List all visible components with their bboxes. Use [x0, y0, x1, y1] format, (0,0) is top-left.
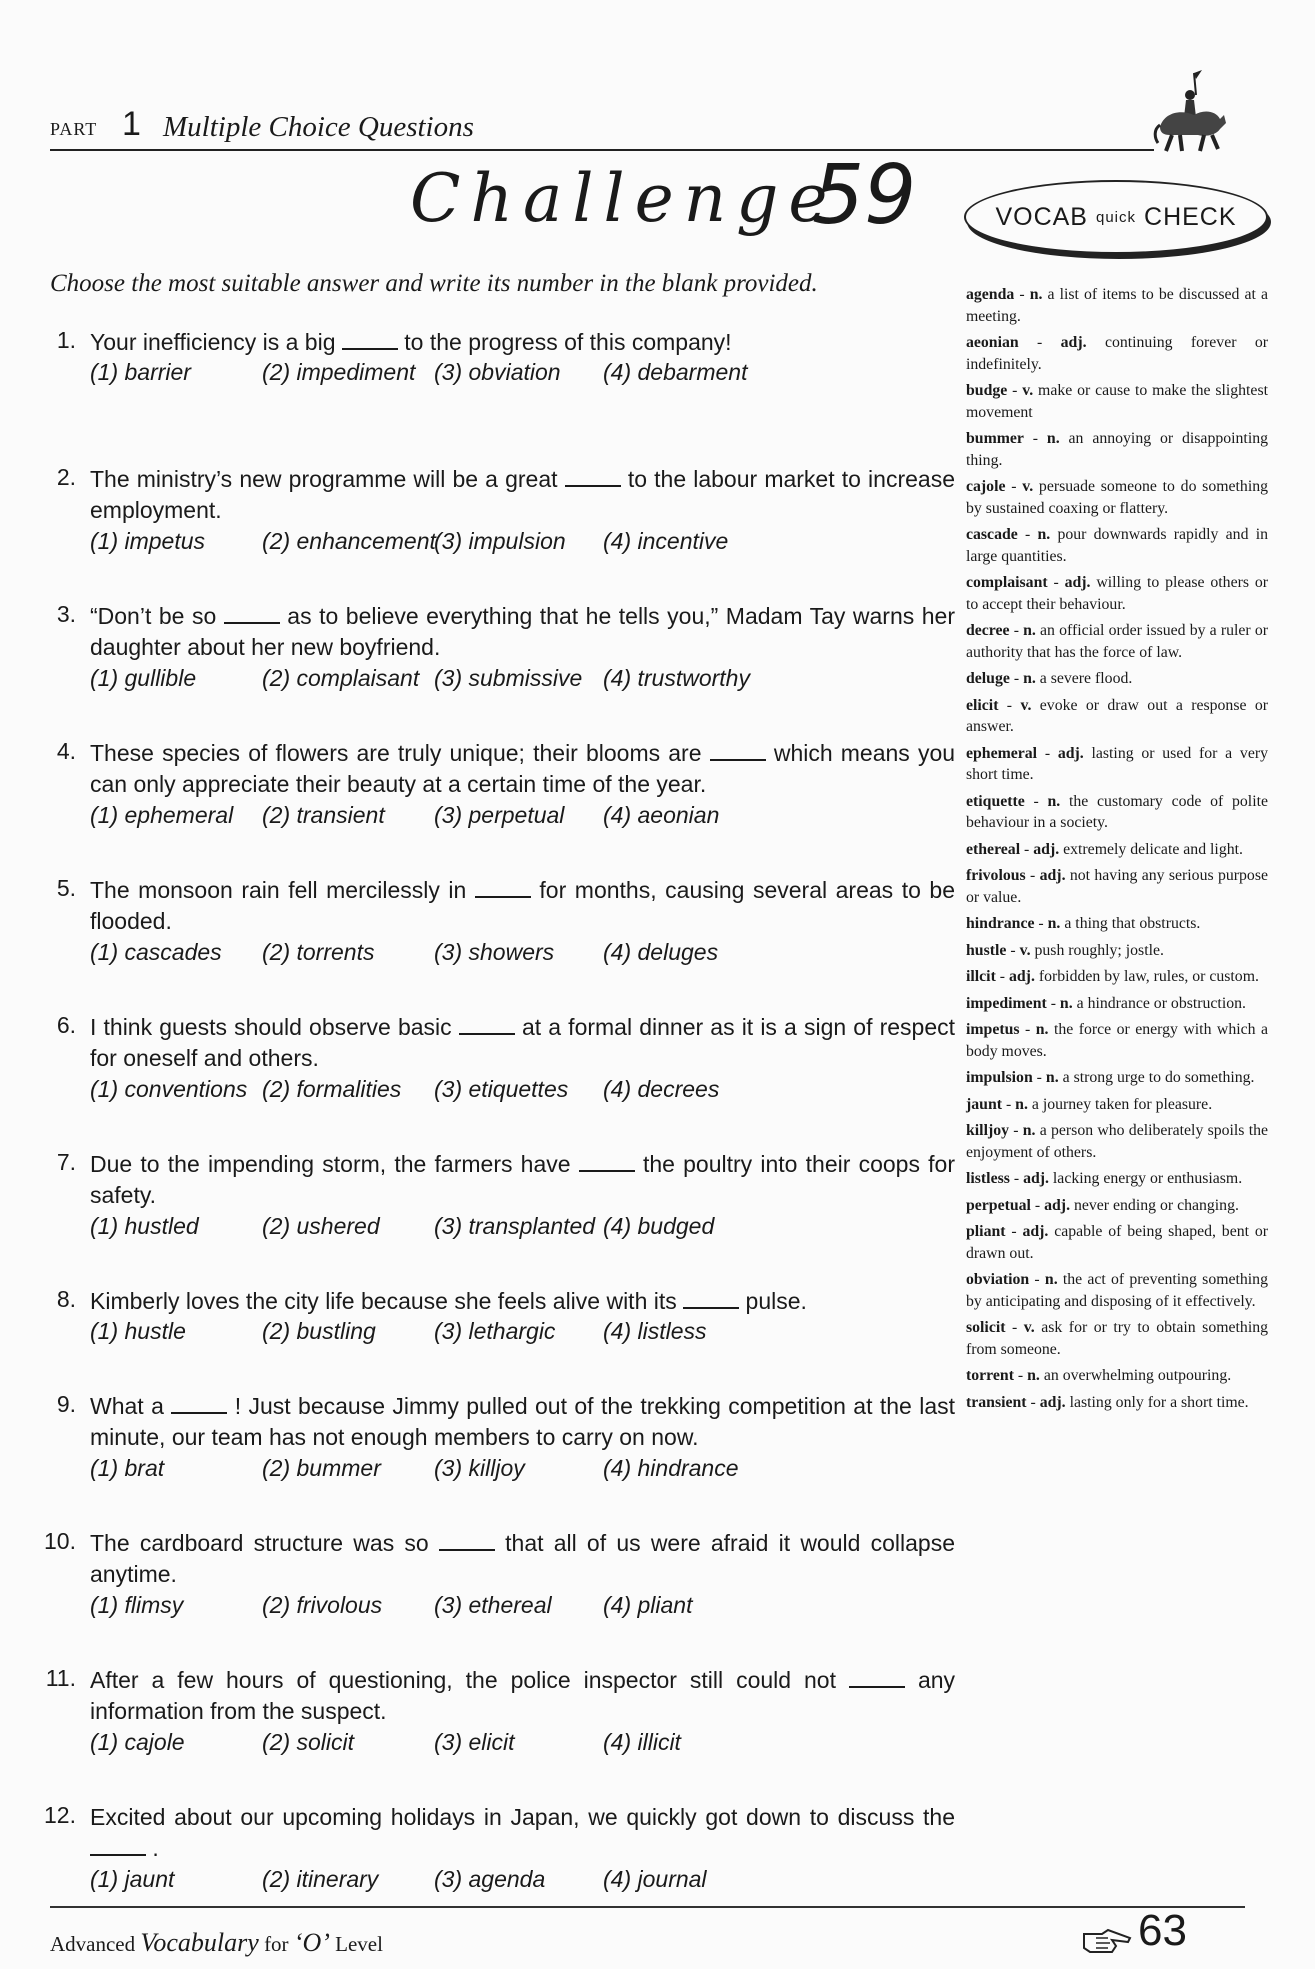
answer-option[interactable]: (2) solicit [262, 1729, 355, 1755]
glossary-entry: decree - n. an official order issued by a ruler or authority that has the force of law. [966, 622, 1268, 661]
answer-option[interactable]: (3) ethereal [434, 1592, 552, 1618]
answer-option[interactable]: (1) gullible [90, 665, 197, 691]
glossary-term: budge [966, 382, 1008, 399]
question-item [40, 1387, 955, 1524]
footer-book-word: for [264, 1932, 289, 1956]
glossary-term: killjoy [966, 1122, 1010, 1139]
answer-blank[interactable] [849, 1686, 905, 1688]
glossary-term: complaisant [966, 574, 1048, 591]
glossary-term: ethereal [966, 840, 1021, 858]
glossary-pos: v. [1023, 1319, 1035, 1336]
answer-option[interactable]: (2) bummer [262, 1455, 381, 1481]
question-text-after: . [152, 1835, 159, 1861]
footer-rule [50, 1906, 1245, 1908]
question-text [90, 1528, 955, 1590]
answer-option[interactable]: (3) impulsion [434, 528, 566, 554]
glossary-definition: lacking energy or enthusiasm. [1052, 1170, 1243, 1187]
glossary-pos: n. [1023, 670, 1036, 687]
glossary-entry: bummer - n. an annoying or disappointing thing. [966, 430, 1268, 469]
question-text-before: Excited about our upcoming holidays in Japan, we quickly got down to discuss the [90, 1804, 955, 1830]
glossary-definition: push roughly; jostle. [1034, 941, 1164, 959]
answer-blank[interactable] [475, 896, 531, 898]
glossary-entry: transient - adj. lasting only for a short time. [966, 1393, 1249, 1411]
answer-option[interactable]: (2) transient [262, 802, 385, 828]
badge-vocab-text: VOCAB [995, 202, 1088, 231]
glossary-definition: pour downwards rapidly and in large quantities. [966, 526, 1268, 565]
glossary-entry: ethereal - adj. extremely delicate and light. [966, 840, 1243, 858]
glossary-entry: torrent - n. an overwhelming outpouring. [966, 1367, 1232, 1384]
glossary-definition: a strong urge to do something. [1062, 1069, 1255, 1086]
glossary-definition: never ending or changing. [1073, 1196, 1239, 1214]
question-text-before: “Don’t be so [90, 603, 217, 629]
pointing-hand-icon [1082, 1926, 1134, 1956]
glossary-term: bummer [966, 430, 1024, 447]
glossary-pos: adj. [1039, 1393, 1066, 1411]
footer-book-word: ‘O’ [293, 1928, 330, 1957]
question-number: 1. [56, 327, 76, 353]
glossary-term: agenda [966, 286, 1015, 303]
glossary-pos: n. [1015, 1095, 1028, 1113]
glossary-pos: n. [1023, 622, 1036, 639]
part-number: 1 [122, 105, 141, 143]
answer-option[interactable]: (1) ephemeral [90, 802, 234, 828]
answer-option[interactable]: (4) pliant [603, 1592, 693, 1618]
question-text-after: to the progress of this company! [404, 329, 732, 355]
question-text [90, 1286, 955, 1317]
question-text-after: to the labour market to increase employment. [90, 466, 955, 523]
question-text [90, 601, 955, 663]
question-text-after: as to believe everything that he tells you,” Madam Tay warns her daughter about her new boyfriend. [90, 603, 955, 660]
glossary-entry: impulsion - n. a strong urge to do something. [966, 1069, 1255, 1086]
question-item [40, 1145, 955, 1282]
glossary-definition: continuing forever or indefinitely. [966, 334, 1268, 373]
answer-option[interactable]: (3) etiquettes [434, 1076, 569, 1102]
glossary-definition: extremely delicate and light. [1063, 840, 1243, 858]
glossary-term: perpetual [966, 1196, 1031, 1214]
answer-option[interactable]: (2) enhancement [262, 528, 436, 554]
answer-option[interactable]: (4) incentive [603, 528, 729, 554]
glossary-definition: not having any serious purpose or value. [966, 867, 1268, 906]
question-text-before: I think guests should observe basic [90, 1014, 452, 1040]
glossary-definition: a person who deliberately spoils the enjoyment of others. [966, 1122, 1268, 1161]
question-text-after: any information from the suspect. [90, 1667, 956, 1724]
glossary-pos: n. [1029, 286, 1043, 303]
glossary-pos: n. [1037, 526, 1051, 543]
answer-option[interactable]: (1) impetus [90, 528, 206, 554]
question-text [90, 1802, 955, 1864]
question-text-before: The cardboard structure was so [90, 1530, 429, 1556]
glossary-term: cajole [966, 478, 1006, 495]
answer-option[interactable]: (2) itinerary [262, 1866, 379, 1892]
glossary-entry: perpetual - adj. never ending or changing. [966, 1196, 1239, 1214]
glossary-term: etiquette [966, 792, 1025, 810]
question-text [90, 1012, 955, 1074]
glossary-entry: elicit - v. evoke or draw out a response or answer. [966, 696, 1268, 735]
glossary-definition: willing to please others or to accept their behaviour. [966, 574, 1269, 613]
vocab-glossary [966, 284, 1268, 1418]
glossary-entry: agenda - n. a list of items to be discussed at a meeting. [966, 286, 1268, 325]
question-number: 5. [56, 875, 76, 901]
glossary-entry: pliant - adj. capable of being shaped, bent or drawn out. [966, 1223, 1268, 1262]
glossary-pos: adj. [1033, 840, 1060, 858]
glossary-pos: n. [1046, 430, 1060, 447]
part-title: Multiple Choice Questions [163, 111, 474, 143]
glossary-term: cascade [966, 526, 1018, 543]
glossary-definition: a thing that obstructs. [1064, 915, 1201, 932]
question-item [40, 1008, 955, 1145]
question-text-after: for months, causing several areas to be flooded. [90, 877, 956, 934]
glossary-definition: persuade someone to do something by sustained coaxing or flattery. [966, 478, 1269, 517]
glossary-definition: ask for or try to obtain something from someone. [966, 1319, 1268, 1358]
glossary-definition: the customary code of polite behaviour in a society. [966, 792, 1268, 831]
answer-option[interactable]: (1) brat [90, 1455, 165, 1481]
glossary-entry: etiquette - n. the customary code of polite behaviour in a society. [966, 792, 1268, 831]
glossary-definition: an overwhelming outpouring. [1043, 1367, 1232, 1384]
question-number: 3. [56, 601, 76, 627]
badge-quick-text: quick [1095, 208, 1137, 226]
question-text-after: pulse. [745, 1288, 807, 1314]
badge-check-text: CHECK [1144, 202, 1237, 231]
answer-option[interactable]: (2) frivolous [262, 1592, 383, 1618]
knight-on-horse-icon [1150, 65, 1230, 155]
answer-option[interactable]: (1) flimsy [90, 1592, 184, 1618]
question-text [90, 738, 955, 800]
question-text [90, 327, 955, 358]
answer-option[interactable]: (2) complaisant [262, 665, 420, 691]
glossary-entry: deluge - n. a severe flood. [966, 670, 1133, 687]
question-item [40, 460, 955, 597]
glossary-pos: n. [1047, 915, 1061, 932]
footer-book-word: Vocabulary [140, 1928, 259, 1957]
glossary-pos: adj. [1039, 867, 1066, 884]
answer-option[interactable]: (4) debarment [603, 359, 748, 385]
glossary-pos: n. [1035, 1021, 1049, 1038]
glossary-entry: hindrance - n. a thing that obstructs. [966, 915, 1201, 932]
glossary-entry: cajole - v. persuade someone to do something by sustained coaxing or flattery. [966, 478, 1269, 517]
part-label: PART [50, 119, 98, 139]
answer-option[interactable]: (2) ushered [262, 1213, 380, 1239]
answer-option[interactable]: (4) budged [603, 1213, 715, 1239]
answer-option[interactable]: (4) journal [603, 1866, 707, 1892]
question-item [40, 871, 955, 1008]
question-number: 7. [56, 1149, 76, 1175]
glossary-definition: a journey taken for pleasure. [1031, 1095, 1213, 1113]
answer-option[interactable]: (3) killjoy [434, 1455, 525, 1481]
question-text [90, 1665, 955, 1727]
question-item [40, 1524, 955, 1661]
glossary-term: hustle [966, 941, 1007, 959]
answer-option[interactable]: (4) aeonian [603, 802, 720, 828]
question-item [40, 1661, 955, 1798]
glossary-pos: n. [1047, 792, 1061, 810]
glossary-pos: n. [1027, 1367, 1040, 1384]
glossary-pos: adj. [1022, 1223, 1049, 1240]
glossary-definition: a severe flood. [1039, 670, 1133, 687]
answer-option[interactable]: (1) cascades [90, 939, 222, 965]
answer-blank[interactable] [565, 485, 621, 487]
question-number: 12. [44, 1802, 76, 1828]
question-text-before: The ministry’s new programme will be a great [90, 466, 558, 492]
footer-book-word: Advanced [50, 1932, 136, 1956]
glossary-entry: hustle - v. push roughly; jostle. [966, 941, 1164, 959]
glossary-term: pliant [966, 1223, 1006, 1240]
glossary-term: frivolous [966, 867, 1026, 884]
glossary-entry: aeonian - adj. continuing forever or indefinitely. [966, 334, 1268, 373]
glossary-term: impediment [966, 994, 1047, 1012]
question-item [40, 734, 955, 871]
question-number: 8. [56, 1286, 76, 1312]
glossary-pos: adj. [1060, 334, 1087, 351]
glossary-pos: adj. [1023, 1170, 1049, 1187]
question-text-after: ! Just because Jimmy pulled out of the trekking competition at the last minute, our team has not enough members to carry on now. [90, 1393, 956, 1450]
answer-option[interactable]: (1) hustled [90, 1213, 199, 1239]
answer-option[interactable]: (2) bustling [262, 1318, 376, 1344]
glossary-entry: ephemeral - adj. lasting or used for a very short time. [966, 744, 1268, 783]
answer-option[interactable]: (3) lethargic [434, 1318, 556, 1344]
answer-blank[interactable] [90, 1854, 146, 1856]
glossary-entry: impetus - n. the force or energy with which a body moves. [966, 1021, 1268, 1060]
glossary-pos: v. [1022, 478, 1034, 495]
glossary-entry: budge - v. make or cause to make the slightest movement [966, 382, 1268, 421]
question-text-before: The monsoon rain fell mercilessly in [90, 877, 467, 903]
answer-option[interactable]: (2) torrents [262, 939, 375, 965]
glossary-pos: n. [1059, 994, 1073, 1012]
glossary-pos: n. [1044, 1271, 1058, 1288]
glossary-entry: illcit - adj. forbidden by law, rules, or custom. [966, 968, 1259, 985]
question-text-after: that all of us were afraid it would collapse anytime. [90, 1530, 956, 1587]
vocab-quick-check-badge [964, 180, 1268, 254]
glossary-pos: n. [1022, 1122, 1036, 1139]
question-text-before: Kimberly loves the city life because she feels alive with its [90, 1288, 677, 1314]
glossary-term: solicit [966, 1319, 1006, 1336]
question-text [90, 1149, 955, 1211]
glossary-pos: adj. [1044, 1196, 1071, 1214]
glossary-definition: lasting only for a short time. [1069, 1393, 1249, 1411]
glossary-entry: jaunt - n. a journey taken for pleasure. [966, 1095, 1213, 1113]
answer-option[interactable]: (4) decrees [603, 1076, 720, 1102]
glossary-term: obviation [966, 1271, 1030, 1288]
glossary-term: torrent [966, 1367, 1014, 1384]
answer-option[interactable]: (3) elicit [434, 1729, 515, 1755]
glossary-definition: make or cause to make the slightest movement [966, 382, 1268, 421]
glossary-term: transient [966, 1393, 1027, 1411]
answer-blank[interactable] [439, 1549, 495, 1551]
question-text-before: What a [90, 1393, 164, 1419]
question-list [40, 323, 955, 1935]
answer-option[interactable]: (3) agenda [434, 1866, 546, 1892]
glossary-entry: complaisant - adj. willing to please others or to accept their behaviour. [966, 574, 1269, 613]
glossary-pos: v. [1019, 941, 1031, 959]
question-item [40, 1798, 955, 1935]
question-text-after: which means you can only appreciate their beauty at a certain time of the year. [90, 740, 956, 797]
answer-option[interactable]: (3) perpetual [434, 802, 565, 828]
question-text [90, 1391, 955, 1453]
question-number: 2. [56, 464, 76, 490]
answer-option[interactable]: (1) cajole [90, 1729, 185, 1755]
glossary-entry: solicit - v. ask for or try to obtain something from someone. [966, 1319, 1268, 1358]
glossary-pos: n. [1045, 1069, 1059, 1086]
glossary-term: aeonian [966, 334, 1019, 351]
glossary-term: decree [966, 622, 1010, 639]
answer-blank[interactable] [683, 1307, 739, 1309]
answer-option[interactable]: (3) transplanted [434, 1213, 596, 1239]
answer-option[interactable]: (1) hustle [90, 1318, 186, 1344]
challenge-title: Challenge [410, 160, 838, 237]
glossary-term: impulsion [966, 1069, 1033, 1086]
footer-book-word: Level [335, 1932, 383, 1956]
answer-option[interactable]: (4) listless [603, 1318, 707, 1344]
glossary-pos: adj. [1064, 574, 1091, 591]
glossary-term: elicit [966, 696, 999, 714]
answer-blank[interactable] [710, 759, 766, 761]
answer-option[interactable]: (4) deluges [603, 939, 719, 965]
question-text [90, 875, 955, 937]
answer-option[interactable]: (2) impediment [262, 359, 416, 385]
question-text-before: Due to the impending storm, the farmers have [90, 1151, 571, 1177]
glossary-entry: impediment - n. a hindrance or obstruction. [966, 994, 1246, 1012]
question-text-after: the poultry into their coops for safety. [90, 1151, 956, 1208]
glossary-pos: adj. [1009, 968, 1035, 985]
answer-option[interactable]: (1) jaunt [90, 1866, 175, 1892]
answer-blank[interactable] [342, 348, 398, 350]
glossary-entry: cascade - n. pour downwards rapidly and in large quantities. [966, 526, 1268, 565]
answer-option[interactable]: (2) formalities [262, 1076, 402, 1102]
glossary-term: illcit [966, 968, 996, 985]
question-text-before: These species of flowers are truly unique; their blooms are [90, 740, 702, 766]
answer-option[interactable]: (3) showers [434, 939, 555, 965]
footer-book-title [50, 1928, 383, 1958]
glossary-definition: lasting or used for a very short time. [966, 744, 1268, 783]
instructions: Choose the most suitable answer and write its number in the blank provided. [50, 270, 818, 297]
glossary-definition: the force or energy with which a body moves. [966, 1021, 1268, 1060]
answer-blank[interactable] [171, 1412, 227, 1414]
glossary-term: impetus [966, 1021, 1020, 1038]
question-number: 10. [44, 1528, 76, 1554]
answer-blank[interactable] [459, 1033, 515, 1035]
glossary-definition: an official order issued by a ruler or authority that has the force of law. [966, 622, 1268, 661]
glossary-definition: a list of items to be discussed at a meeting. [966, 286, 1268, 325]
glossary-definition: the act of preventing something by anticipating and disposing of it effectively. [966, 1271, 1268, 1310]
glossary-entry: listless - adj. lacking energy or enthusiasm. [966, 1170, 1243, 1187]
glossary-pos: adj. [1057, 744, 1084, 762]
answer-option[interactable]: (1) barrier [90, 359, 191, 385]
glossary-term: deluge [966, 670, 1010, 687]
question-text-before: Your inefficiency is a big [90, 329, 336, 355]
question-number: 9. [56, 1391, 76, 1417]
question-number: 11. [45, 1665, 76, 1691]
glossary-pos: v. [1022, 382, 1034, 399]
glossary-entry: obviation - n. the act of preventing something by anticipating and disposing of it effectively. [966, 1271, 1268, 1310]
glossary-definition: capable of being shaped, bent or drawn out. [966, 1223, 1268, 1262]
glossary-definition: forbidden by law, rules, or custom. [1038, 968, 1259, 985]
answer-option[interactable]: (3) obviation [434, 359, 561, 385]
answer-option[interactable]: (4) trustworthy [603, 665, 750, 691]
answer-blank[interactable] [579, 1170, 635, 1172]
question-text-before: After a few hours of questioning, the police inspector still could not [90, 1667, 836, 1693]
answer-blank[interactable] [224, 622, 280, 624]
page-header [50, 105, 1230, 150]
header-rule [50, 149, 1154, 151]
page-number: 63 [1138, 1906, 1187, 1955]
glossary-term: jaunt [966, 1095, 1002, 1113]
question-text-after: at a formal dinner as it is a sign of respect for oneself and others. [90, 1014, 956, 1071]
glossary-definition: a hindrance or obstruction. [1076, 994, 1246, 1012]
glossary-term: ephemeral [966, 744, 1038, 762]
question-number: 6. [56, 1012, 76, 1038]
question-item [40, 597, 955, 734]
question-item [40, 1282, 955, 1387]
question-item [40, 323, 955, 460]
glossary-pos: v. [1020, 696, 1032, 714]
challenge-number: 59 [812, 148, 917, 243]
answer-option[interactable]: (3) submissive [434, 665, 583, 691]
answer-option[interactable]: (4) hindrance [603, 1455, 739, 1481]
answer-option[interactable]: (1) conventions [90, 1076, 248, 1102]
glossary-entry: frivolous - adj. not having any serious purpose or value. [966, 867, 1268, 906]
glossary-entry: killjoy - n. a person who deliberately spoils the enjoyment of others. [966, 1122, 1268, 1161]
glossary-definition: evoke or draw out a response or answer. [966, 696, 1268, 735]
question-text [90, 464, 955, 526]
answer-option[interactable]: (4) illicit [603, 1729, 681, 1755]
glossary-definition: an annoying or disappointing thing. [966, 430, 1268, 469]
glossary-term: hindrance [966, 915, 1035, 932]
question-number: 4. [56, 738, 76, 764]
glossary-term: listless [966, 1170, 1010, 1187]
